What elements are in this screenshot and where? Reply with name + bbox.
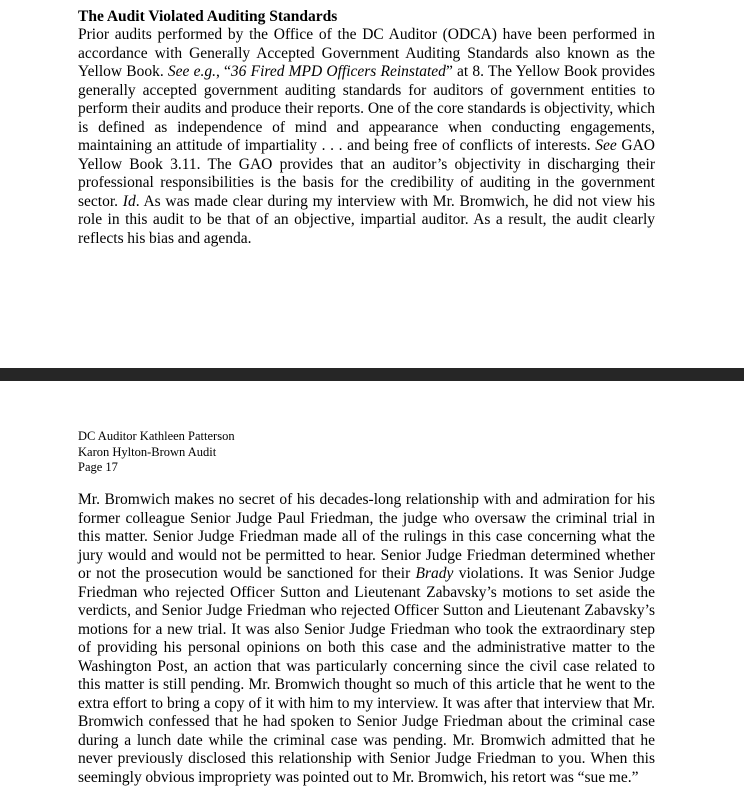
paragraph-run: Mr. Bromwich makes no secret of his decades-long relationship with and admiration for his former colleague Senior Judge Paul Friedman, the judge who oversaw the criminal trial in this matter. Senior Judge Friedman made all of the rulings in this case concerning what the jury would and would not be permitted to hear. Senior Judge Friedman determined whether or not the prosecution would be sanctioned for their — [78, 491, 655, 582]
document-page-lower — [0, 381, 744, 807]
header-recipient: DC Auditor Kathleen Patterson — [78, 429, 235, 443]
case-name: Brady — [415, 565, 454, 582]
header-subject: Karon Hylton-Brown Audit — [78, 444, 217, 459]
citation-signal: See e.g. — [167, 63, 216, 80]
paragraph-run: Prior audits performed by the Office of the DC Auditor (ODCA) have been performed in accordance with Generally Accepted Government Auditing Standards also known as the Yellow Book. — [78, 26, 655, 80]
page-separator — [0, 368, 744, 381]
paragraph-run: GAO Yellow Book 3.11. The GAO provides that an auditor’s objectivity in discharging their professional responsibilities is the basis for the credibility of auditing in the government sector. — [78, 137, 655, 210]
citation-signal: Id — [122, 192, 136, 210]
header-page-number: Page 17 — [78, 460, 118, 474]
paragraph-run: violations. It was Senior Judge Friedman who rejected Officer Sutton and Lieutenant Zabavsky’s motions to set aside the verdicts, and Senior Judge Friedman who rejected Officer Sutton and Lieutenant Zabavsky’s motions for a new trial. It was also Senior Judge Friedman who took the extraordinary step of providing his personal opinions on both this case and the administrative matter to the Washington Post, an action that was particularly concerning since the civil case related to this matter is still pending. Mr. Bromwich thought so much of this article that he went to the extra effort to bring a copy of it with him to my interview. It was after that interview that Mr. Bromwich confessed that he had spoken to Senior Judge Friedman about the criminal case during a lunch date while the criminal case was pending. Mr. Bromwich admitted that he never previously disclosed this relationship with Senior Judge Friedman to you. When this seemingly obvious impropriety was pointed out to Mr. Bromwich, his retort was “sue me.” — [78, 565, 656, 786]
letter-header — [78, 429, 235, 476]
paragraph-run: , “ — [215, 63, 231, 80]
citation-signal: See — [595, 137, 617, 154]
paragraph-run: ” at 8. The Yellow Book provides generally accepted government auditing standards for auditors of government entities to perform their audits and produce their reports. One of the core standards is objectivity, which is defined as independence of mind and appearance when conducting engagements, maintaining an attitude of impartiality . . . and being free of conflicts of interests. — [78, 63, 655, 154]
bromwich-friedman-paragraph — [78, 491, 655, 787]
paragraph-run: . As was made clear during my interview with Mr. Bromwich, he did not view his role in this audit to be that of an objective, impartial auditor. As a result, the audit clearly reflects his bias and agenda. — [78, 192, 655, 247]
report-title: 36 Fired MPD Officers Reinstated — [230, 63, 446, 80]
audit-standards-paragraph — [78, 26, 655, 248]
section-heading: The Audit Violated Auditing Standards — [78, 8, 338, 25]
document-page-upper — [0, 0, 744, 368]
